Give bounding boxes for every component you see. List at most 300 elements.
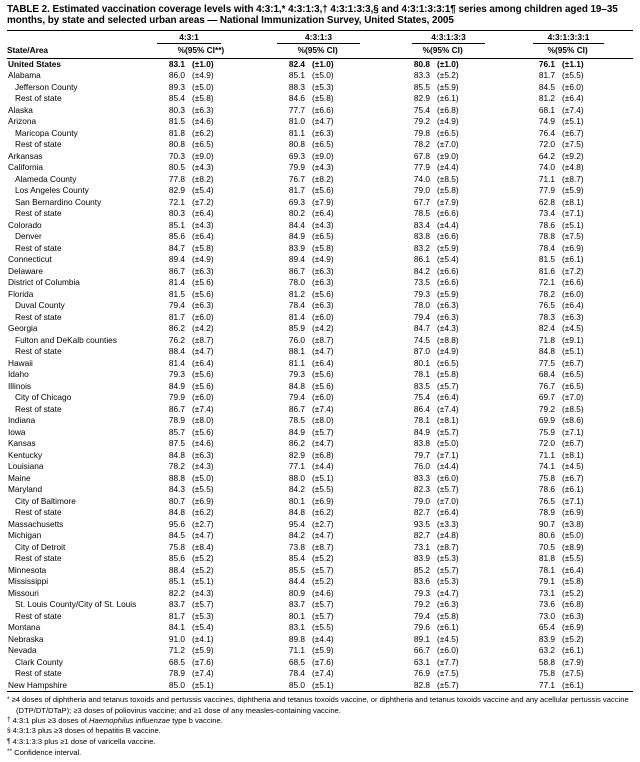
area-cell: Hawaii bbox=[8, 357, 33, 368]
percent-cell: 79.2 bbox=[538, 403, 556, 414]
ci-cell: (±5.5) bbox=[192, 484, 214, 495]
area-cell: Jefferson County bbox=[15, 81, 78, 92]
ci-cell: (±7.1) bbox=[562, 495, 584, 506]
area-cell: Rest of state bbox=[15, 403, 62, 414]
percent-cell: 83.3 bbox=[413, 472, 430, 483]
ci-cell: (±8.7) bbox=[312, 334, 334, 345]
table-row bbox=[7, 553, 633, 565]
percent-cell: 82.9 bbox=[413, 93, 430, 104]
ci-cell: (±6.9) bbox=[562, 242, 584, 253]
area-cell: Iowa bbox=[8, 426, 26, 437]
percent-cell: 82.4 bbox=[288, 58, 305, 69]
percent-cell: 73.4 bbox=[538, 208, 556, 219]
table-row bbox=[7, 438, 633, 450]
percent-cell: 74.1 bbox=[538, 461, 556, 472]
ci-cell: (±4.8) bbox=[562, 162, 584, 173]
ci-cell: (±6.6) bbox=[437, 208, 459, 219]
ci-cell: (±8.1) bbox=[562, 196, 584, 207]
percent-cell: 79.9 bbox=[288, 162, 305, 173]
ci-cell: (±5.9) bbox=[437, 242, 459, 253]
percent-cell: 80.9 bbox=[288, 587, 305, 598]
ci-cell: (±5.7) bbox=[312, 426, 334, 437]
percent-cell: 78.9 bbox=[168, 415, 185, 426]
percent-cell: 78.1 bbox=[413, 369, 430, 380]
table-row bbox=[7, 657, 633, 669]
percent-cell: 81.7 bbox=[168, 610, 185, 621]
percent-cell: 62.8 bbox=[538, 196, 556, 207]
percent-cell: 79.4 bbox=[413, 610, 430, 621]
table-row bbox=[7, 300, 633, 312]
percent-cell: 84.5 bbox=[168, 530, 185, 541]
percent-cell: 89.4 bbox=[288, 254, 305, 265]
ci-cell: (±5.7) bbox=[312, 564, 334, 575]
ci-cell: (±7.2) bbox=[562, 265, 584, 276]
area-cell: Rest of state bbox=[15, 93, 62, 104]
ci-cell: (±6.5) bbox=[562, 380, 584, 391]
percent-cell: 73.1 bbox=[413, 541, 430, 552]
ci-cell: (±6.3) bbox=[437, 300, 459, 311]
ci-cell: (±7.2) bbox=[192, 196, 214, 207]
table-row bbox=[7, 82, 633, 94]
percent-cell: 88.8 bbox=[168, 472, 185, 483]
ci-cell: (±4.4) bbox=[437, 162, 459, 173]
percent-cell: 85.7 bbox=[168, 426, 185, 437]
percent-cell: 83.9 bbox=[538, 633, 556, 644]
percent-cell: 86.4 bbox=[413, 403, 430, 414]
ci-cell: (±4.4) bbox=[312, 461, 334, 472]
ci-cell: (±5.8) bbox=[437, 185, 459, 196]
table-row bbox=[7, 358, 633, 370]
ci-cell: (±6.3) bbox=[192, 265, 214, 276]
ci-cell: (±6.3) bbox=[562, 610, 584, 621]
area-cell: Rest of state bbox=[15, 311, 62, 322]
table-row bbox=[7, 220, 633, 232]
ci-cell: (±4.6) bbox=[192, 438, 214, 449]
table-row bbox=[7, 611, 633, 623]
percent-cell: 76.2 bbox=[168, 334, 185, 345]
table-row bbox=[7, 128, 633, 140]
ci-cell: (±7.4) bbox=[192, 668, 214, 679]
percent-cell: 73.5 bbox=[413, 277, 430, 288]
percent-cell: 85.6 bbox=[168, 231, 185, 242]
ci-cell: (±5.1) bbox=[562, 116, 584, 127]
ci-cell: (±6.6) bbox=[437, 265, 459, 276]
ci-cell: (±5.7) bbox=[437, 484, 459, 495]
table-row bbox=[7, 208, 633, 220]
ci-cell: (±8.8) bbox=[437, 334, 459, 345]
group-header-4-3-1-3-3-1 bbox=[497, 30, 633, 44]
percent-cell: 81.8 bbox=[168, 127, 185, 138]
ci-cell: (±6.5) bbox=[312, 231, 334, 242]
area-cell: Indiana bbox=[8, 415, 36, 426]
ci-cell: (±6.2) bbox=[192, 127, 214, 138]
percent-cell: 84.2 bbox=[288, 484, 305, 495]
percent-cell: 84.8 bbox=[538, 346, 556, 357]
percent-cell: 88.3 bbox=[288, 81, 305, 92]
ci-cell: (±8.7) bbox=[192, 334, 214, 345]
ci-cell: (±7.1) bbox=[437, 449, 459, 460]
percent-cell: 81.8 bbox=[538, 553, 556, 564]
percent-cell: 73.0 bbox=[538, 610, 556, 621]
ci-cell: (±5.7) bbox=[437, 564, 459, 575]
percent-cell: 84.6 bbox=[288, 93, 305, 104]
ci-cell: (±5.1) bbox=[192, 679, 214, 690]
footnote: * ≥4 doses of diphtheria and tetanus toxoids and pertussis vaccines, diphtheria and tetanus toxoids vaccine, or diphtheria and tetanus toxoids vaccine and any acellular pertussis vaccine (DTP/DT/DTaP); ≥3 doses of poliovirus vaccine; and ≥1 dose of any measles-containing vaccine. bbox=[7, 695, 629, 716]
percent-cell: 75.4 bbox=[413, 104, 430, 115]
percent-cell: 78.9 bbox=[168, 668, 185, 679]
ci-cell: (±7.0) bbox=[437, 495, 459, 506]
percent-cell: 84.8 bbox=[288, 507, 305, 518]
area-cell: Massachusetts bbox=[8, 518, 64, 529]
area-cell: Alaska bbox=[8, 104, 33, 115]
footnote: † 4:3:1 plus ≥3 doses of Haemophilus influenzae type b vaccine. bbox=[7, 715, 223, 725]
ci-cell: (±5.8) bbox=[437, 369, 459, 380]
percent-cell: 85.5 bbox=[288, 564, 305, 575]
area-cell: Los Angeles County bbox=[15, 185, 89, 196]
ci-cell: (±8.0) bbox=[192, 415, 214, 426]
table-row bbox=[7, 381, 633, 393]
percent-cell: 79.3 bbox=[413, 288, 430, 299]
area-cell: United States bbox=[8, 58, 62, 69]
ci-cell: (±6.3) bbox=[312, 277, 334, 288]
ci-cell: (±7.4) bbox=[312, 403, 334, 414]
table-row bbox=[7, 427, 633, 439]
percent-cell: 77.8 bbox=[168, 173, 185, 184]
percent-cell: 84.2 bbox=[288, 530, 305, 541]
table-row bbox=[7, 645, 633, 657]
percent-cell: 82.7 bbox=[413, 530, 430, 541]
ci-cell: (±8.1) bbox=[437, 415, 459, 426]
ci-cell: (±5.7) bbox=[312, 599, 334, 610]
area-cell: Maine bbox=[8, 472, 31, 483]
table-row bbox=[7, 231, 633, 243]
ci-cell: (±8.2) bbox=[192, 173, 214, 184]
table-row bbox=[7, 335, 633, 347]
percent-cell: 78.0 bbox=[413, 300, 430, 311]
percent-cell: 78.3 bbox=[538, 311, 556, 322]
ci-cell: (±5.7) bbox=[437, 426, 459, 437]
percent-cell: 81.7 bbox=[168, 311, 185, 322]
ci-cell: (±5.0) bbox=[192, 472, 214, 483]
footnote-marker: * bbox=[7, 695, 10, 703]
percent-cell: 81.5 bbox=[168, 288, 185, 299]
table-row bbox=[7, 151, 633, 163]
percent-cell: 81.1 bbox=[288, 357, 305, 368]
percent-cell: 86.0 bbox=[168, 70, 185, 81]
percent-cell: 81.4 bbox=[168, 357, 185, 368]
percent-cell: 85.4 bbox=[168, 93, 185, 104]
percent-cell: 80.1 bbox=[413, 357, 430, 368]
ci-cell: (±5.1) bbox=[562, 219, 584, 230]
area-cell: Alameda County bbox=[15, 173, 77, 184]
ci-cell: (±9.0) bbox=[437, 150, 459, 161]
ci-cell: (±6.8) bbox=[312, 449, 334, 460]
table-row bbox=[7, 243, 633, 255]
percent-cell: 78.6 bbox=[538, 484, 556, 495]
table-row bbox=[7, 185, 633, 197]
percent-cell: 82.7 bbox=[413, 507, 430, 518]
percent-cell: 79.6 bbox=[413, 622, 430, 633]
ci-cell: (±6.3) bbox=[437, 311, 459, 322]
table-title: TABLE 2. Estimated vaccination coverage levels with 4:3:1,* 4:3:1:3,† 4:3:1:3:3,§ and 4:3:1:3:3:1¶ series among children aged 19–35 months, by state and selected urban areas — National Immunization Survey, United States, 2005 bbox=[7, 4, 618, 27]
percent-cell: 72.0 bbox=[538, 139, 556, 150]
ci-cell: (±5.6) bbox=[192, 288, 214, 299]
table-row bbox=[7, 576, 633, 588]
percent-cell: 85.1 bbox=[168, 219, 185, 230]
percent-cell: 84.3 bbox=[168, 484, 185, 495]
percent-cell: 83.3 bbox=[413, 70, 430, 81]
group-label: 4:3:1:3:3 bbox=[412, 33, 485, 45]
ci-cell: (±6.0) bbox=[192, 392, 214, 403]
percent-cell: 82.4 bbox=[538, 323, 556, 334]
ci-cell: (±5.8) bbox=[192, 93, 214, 104]
table-row bbox=[7, 519, 633, 531]
percent-cell: 70.5 bbox=[538, 541, 556, 552]
percent-cell: 81.6 bbox=[538, 265, 556, 276]
percent-cell: 83.6 bbox=[413, 576, 430, 587]
area-cell: Florida bbox=[8, 288, 34, 299]
footnote-marker: † bbox=[7, 716, 11, 724]
ci-cell: (±5.4) bbox=[192, 622, 214, 633]
ci-cell: (±6.1) bbox=[437, 622, 459, 633]
ci-cell: (±5.5) bbox=[312, 622, 334, 633]
area-cell: Rest of state bbox=[15, 139, 62, 150]
ci-cell: (±1.0) bbox=[437, 58, 459, 69]
percent-cell: 78.2 bbox=[168, 461, 185, 472]
ci-cell: (±8.7) bbox=[437, 541, 459, 552]
ci-cell: (±6.4) bbox=[562, 93, 584, 104]
ci-cell: (±7.4) bbox=[312, 668, 334, 679]
percent-cell: 71.2 bbox=[168, 645, 185, 656]
table-row bbox=[7, 162, 633, 174]
ci-cell: (±5.7) bbox=[437, 380, 459, 391]
percent-cell: 64.2 bbox=[538, 150, 556, 161]
ci-cell: (±6.0) bbox=[562, 81, 584, 92]
ci-cell: (±6.9) bbox=[312, 495, 334, 506]
ci-cell: (±5.9) bbox=[192, 645, 214, 656]
ci-cell: (±8.5) bbox=[437, 173, 459, 184]
percent-cell: 85.0 bbox=[168, 679, 185, 690]
percent-cell: 83.2 bbox=[413, 242, 430, 253]
ci-cell: (±5.8) bbox=[312, 242, 334, 253]
percent-cell: 86.1 bbox=[413, 254, 430, 265]
ci-cell: (±6.7) bbox=[562, 127, 584, 138]
ci-cell: (±7.9) bbox=[437, 196, 459, 207]
ci-cell: (±6.2) bbox=[192, 507, 214, 518]
ci-cell: (±5.5) bbox=[312, 484, 334, 495]
percent-cell: 76.5 bbox=[538, 300, 556, 311]
ci-cell: (±5.6) bbox=[192, 380, 214, 391]
ci-cell: (±3.8) bbox=[562, 518, 584, 529]
ci-cell: (±6.3) bbox=[437, 599, 459, 610]
ci-cell: (±6.0) bbox=[312, 392, 334, 403]
ci-cell: (±5.6) bbox=[312, 369, 334, 380]
ci-cell: (±5.9) bbox=[312, 645, 334, 656]
ci-cell: (±7.4) bbox=[437, 403, 459, 414]
percent-cell: 88.0 bbox=[288, 472, 305, 483]
percent-cell: 78.2 bbox=[413, 139, 430, 150]
ci-cell: (±6.3) bbox=[562, 311, 584, 322]
ci-cell: (±5.8) bbox=[562, 576, 584, 587]
percent-cell: 80.3 bbox=[168, 104, 185, 115]
percent-cell: 78.5 bbox=[288, 415, 305, 426]
percent-cell: 82.3 bbox=[413, 484, 430, 495]
ci-cell: (±4.3) bbox=[437, 323, 459, 334]
percent-cell: 72.1 bbox=[168, 196, 185, 207]
percent-cell: 65.4 bbox=[538, 622, 556, 633]
percent-cell: 76.7 bbox=[538, 380, 556, 391]
ci-cell: (±5.1) bbox=[312, 472, 334, 483]
column-header-row bbox=[7, 44, 633, 58]
percent-cell: 84.9 bbox=[288, 426, 305, 437]
area-cell: Arizona bbox=[8, 116, 37, 127]
ci-cell: (±5.2) bbox=[437, 70, 459, 81]
footnote: ¶ 4:3:1:3:3 plus ≥1 dose of varicella vaccine. bbox=[7, 737, 156, 747]
ci-cell: (±4.7) bbox=[312, 438, 334, 449]
percent-cell: 76.0 bbox=[413, 461, 430, 472]
percent-header-4: % bbox=[497, 44, 555, 58]
percent-cell: 81.4 bbox=[288, 311, 305, 322]
ci-cell: (±4.6) bbox=[312, 587, 334, 598]
ci-header-4: (95% CI) bbox=[555, 44, 633, 58]
percent-cell: 77.1 bbox=[538, 679, 556, 690]
ci-cell: (±5.4) bbox=[192, 185, 214, 196]
percent-cell: 79.0 bbox=[413, 185, 430, 196]
ci-cell: (±4.4) bbox=[437, 461, 459, 472]
percent-cell: 84.7 bbox=[413, 323, 430, 334]
ci-cell: (±5.9) bbox=[437, 81, 459, 92]
percent-cell: 84.9 bbox=[288, 231, 305, 242]
table-row bbox=[7, 116, 633, 128]
table-row bbox=[7, 634, 633, 646]
table-row bbox=[7, 599, 633, 611]
ci-cell: (±6.3) bbox=[192, 300, 214, 311]
ci-cell: (±6.3) bbox=[312, 265, 334, 276]
ci-cell: (±6.1) bbox=[562, 254, 584, 265]
percent-cell: 74.5 bbox=[413, 334, 430, 345]
percent-cell: 77.1 bbox=[288, 461, 305, 472]
table-row bbox=[7, 496, 633, 508]
ci-cell: (±4.3) bbox=[192, 162, 214, 173]
ci-cell: (±1.0) bbox=[192, 58, 214, 69]
percent-cell: 69.7 bbox=[538, 392, 556, 403]
ci-cell: (±6.4) bbox=[562, 300, 584, 311]
area-cell: Rest of state bbox=[15, 242, 62, 253]
percent-cell: 83.7 bbox=[168, 599, 185, 610]
area-cell: Rest of state bbox=[15, 507, 62, 518]
percent-cell: 83.9 bbox=[288, 242, 305, 253]
percent-cell: 78.6 bbox=[538, 219, 556, 230]
percent-cell: 80.8 bbox=[413, 58, 430, 69]
table-row bbox=[7, 668, 633, 680]
table-row bbox=[7, 197, 633, 209]
ci-cell: (±6.0) bbox=[562, 288, 584, 299]
percent-cell: 67.8 bbox=[413, 150, 430, 161]
ci-cell: (±6.1) bbox=[562, 484, 584, 495]
percent-cell: 86.7 bbox=[288, 403, 305, 414]
ci-cell: (±4.9) bbox=[192, 254, 214, 265]
ci-cell: (±5.3) bbox=[437, 553, 459, 564]
area-cell: Illinois bbox=[8, 380, 32, 391]
percent-cell: 71.1 bbox=[538, 173, 556, 184]
ci-cell: (±4.7) bbox=[437, 587, 459, 598]
percent-cell: 72.0 bbox=[538, 438, 556, 449]
ci-cell: (±6.0) bbox=[192, 311, 214, 322]
area-cell: Minnesota bbox=[8, 564, 47, 575]
percent-cell: 80.1 bbox=[288, 495, 305, 506]
percent-cell: 75.8 bbox=[168, 541, 185, 552]
ci-header-1: (95% CI**) bbox=[185, 44, 247, 58]
percent-cell: 63.1 bbox=[413, 656, 430, 667]
footnote: § 4:3:1:3 plus ≥3 doses of hepatitis B vaccine. bbox=[7, 726, 161, 736]
ci-cell: (±5.2) bbox=[562, 633, 584, 644]
ci-cell: (±5.0) bbox=[437, 438, 459, 449]
ci-cell: (±6.9) bbox=[562, 507, 584, 518]
ci-cell: (±4.5) bbox=[562, 323, 584, 334]
ci-cell: (±7.5) bbox=[437, 668, 459, 679]
percent-cell: 82.2 bbox=[168, 587, 185, 598]
ci-cell: (±6.1) bbox=[562, 679, 584, 690]
percent-cell: 73.6 bbox=[538, 599, 556, 610]
ci-cell: (±6.3) bbox=[312, 127, 334, 138]
percent-cell: 88.1 bbox=[288, 346, 305, 357]
area-cell: Maryland bbox=[8, 484, 43, 495]
percent-cell: 84.8 bbox=[168, 449, 185, 460]
ci-cell: (±5.6) bbox=[192, 277, 214, 288]
ci-cell: (±6.4) bbox=[312, 208, 334, 219]
ci-cell: (±6.1) bbox=[437, 93, 459, 104]
area-cell: San Bernardino County bbox=[15, 196, 102, 207]
ci-cell: (±7.1) bbox=[562, 426, 584, 437]
percent-cell: 86.7 bbox=[168, 265, 185, 276]
ci-cell: (±6.6) bbox=[562, 277, 584, 288]
percent-cell: 90.7 bbox=[538, 518, 556, 529]
ci-cell: (±6.8) bbox=[437, 104, 459, 115]
percent-cell: 78.4 bbox=[538, 242, 556, 253]
ci-cell: (±8.6) bbox=[562, 415, 584, 426]
ci-cell: (±6.4) bbox=[562, 564, 584, 575]
footnote-italic-term: Haemophilus influenzae bbox=[89, 715, 171, 725]
ci-cell: (±6.4) bbox=[437, 392, 459, 403]
ci-cell: (±6.6) bbox=[437, 277, 459, 288]
ci-cell: (±6.0) bbox=[437, 645, 459, 656]
ci-cell: (±5.7) bbox=[192, 599, 214, 610]
ci-cell: (±6.5) bbox=[437, 357, 459, 368]
ci-cell: (±6.7) bbox=[562, 472, 584, 483]
area-cell: Duval County bbox=[15, 300, 65, 311]
ci-cell: (±9.1) bbox=[562, 334, 584, 345]
ci-cell: (±7.4) bbox=[192, 403, 214, 414]
ci-cell: (±6.3) bbox=[312, 300, 334, 311]
percent-cell: 78.9 bbox=[538, 507, 556, 518]
group-header-4-3-1 bbox=[155, 30, 247, 44]
percent-cell: 79.3 bbox=[413, 587, 430, 598]
percent-cell: 79.7 bbox=[413, 449, 430, 460]
percent-cell: 84.4 bbox=[288, 576, 305, 587]
ci-cell: (±7.9) bbox=[562, 656, 584, 667]
ci-cell: (±6.5) bbox=[562, 369, 584, 380]
percent-cell: 89.3 bbox=[168, 81, 185, 92]
ci-cell: (±4.7) bbox=[192, 530, 214, 541]
percent-cell: 85.4 bbox=[288, 553, 305, 564]
percent-cell: 85.1 bbox=[168, 576, 185, 587]
table-row bbox=[7, 346, 633, 358]
percent-cell: 69.3 bbox=[288, 150, 305, 161]
percent-cell: 79.3 bbox=[168, 369, 185, 380]
ci-cell: (±7.5) bbox=[562, 231, 584, 242]
ci-cell: (±7.4) bbox=[562, 104, 584, 115]
percent-cell: 83.1 bbox=[288, 622, 305, 633]
